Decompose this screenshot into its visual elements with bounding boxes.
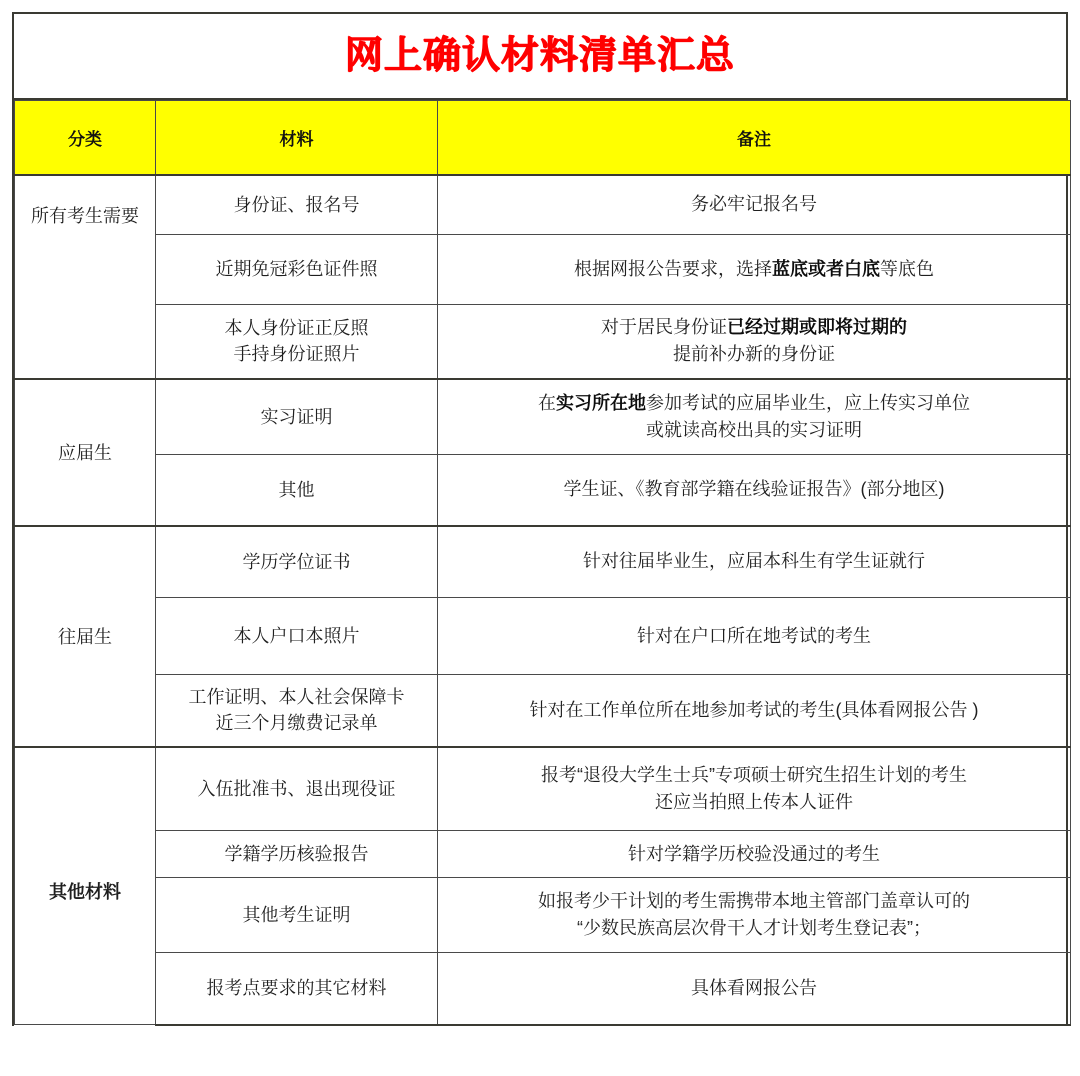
table-row [15, 831, 1071, 878]
table-header-row [15, 101, 1071, 175]
table-header [15, 101, 1071, 175]
table-row [15, 235, 1071, 305]
table-row [15, 675, 1071, 747]
note-text: 或就读高校出具的实习证明 [646, 419, 862, 440]
note-line [446, 888, 1062, 915]
document-title-row [14, 14, 1066, 100]
material-cell: 实习证明 [156, 379, 438, 455]
note-text: 参加考试的应届毕业生，应上传实习单位 [646, 392, 970, 413]
note-line [446, 191, 1062, 218]
table-row [15, 598, 1071, 675]
note-line [446, 341, 1062, 368]
note-cell [438, 379, 1071, 455]
note-cell [438, 953, 1071, 1025]
note-text: 根据网报公告要求，选择 [574, 259, 772, 279]
material-cell [156, 675, 438, 747]
note-emphasis: 已经过期或即将过期的 [727, 317, 907, 338]
note-cell [438, 305, 1071, 379]
note-line [446, 417, 1062, 444]
material-checklist-table [14, 100, 1071, 1026]
note-emphasis: 蓝底或者白底 [772, 259, 880, 279]
table-body [15, 175, 1071, 1025]
note-line [446, 548, 1062, 575]
note-text: 针对在工作单位所在地参加考试的考生(具体看网报公告 ) [529, 699, 979, 720]
note-cell [438, 831, 1071, 878]
note-text: 针对学籍学历校验没通过的考生 [628, 843, 880, 864]
note-line [446, 841, 1062, 868]
material-checklist-sheet [12, 12, 1068, 1026]
material-cell: 学历学位证书 [156, 526, 438, 598]
material-cell: 本人户口本照片 [156, 598, 438, 675]
note-text: 还应当拍照上传本人证件 [655, 791, 853, 812]
note-text: 报考“退役大学生士兵”专项硕士研究生招生计划的考生 [541, 764, 967, 785]
category-cell: 应届生 [15, 379, 156, 526]
page-title: 网上确认材料清单汇总 [344, 35, 735, 77]
category-cell: 往届生 [15, 526, 156, 747]
note-text: 等底色 [880, 259, 934, 279]
note-line [446, 390, 1062, 417]
material-cell: 入伍批准书、退出现役证 [156, 747, 438, 831]
table-row [15, 526, 1071, 598]
category-cell: 其他材料 [15, 747, 156, 1025]
note-text: 针对往届毕业生，应届本科生有学生证就行 [583, 551, 925, 572]
material-cell: 其他考生证明 [156, 878, 438, 953]
material-cell: 报考点要求的其它材料 [156, 953, 438, 1025]
table-row [15, 305, 1071, 379]
note-cell [438, 526, 1071, 598]
note-cell [438, 675, 1071, 747]
note-text: 在 [538, 392, 556, 413]
material-line: 本人身份证正反照 [224, 318, 369, 339]
column-header-note: 备注 [438, 101, 1071, 175]
material-cell: 学籍学历核验报告 [156, 831, 438, 878]
table-row [15, 953, 1071, 1025]
material-cell [156, 305, 438, 379]
material-line: 近三个月缴费记录单 [215, 713, 378, 734]
note-text: 提前补办新的身份证 [673, 344, 835, 365]
material-cell: 身份证、报名号 [156, 175, 438, 235]
note-text: 学生证、《教育部学籍在线验证报告》(部分地区) [563, 479, 945, 500]
note-line [446, 975, 1062, 1002]
note-text: 针对在户口所在地考试的考生 [637, 625, 871, 646]
note-cell [438, 878, 1071, 953]
note-cell [438, 235, 1071, 305]
material-line: 手持身份证照片 [233, 344, 360, 365]
note-text: 如报考少干计划的考生需携带本地主管部门盖章认可的 [538, 891, 970, 911]
table-row [15, 175, 1071, 235]
note-cell [438, 598, 1071, 675]
column-header-category: 分类 [15, 101, 156, 175]
note-cell [438, 175, 1071, 235]
note-emphasis: 实习所在地 [556, 392, 646, 413]
note-text: 具体看网报公告 [691, 977, 817, 998]
table-row [15, 379, 1071, 455]
table-row [15, 878, 1071, 953]
category-cell: 所有考生需要 [15, 175, 156, 379]
note-cell [438, 747, 1071, 831]
material-cell: 近期免冠彩色证件照 [156, 235, 438, 305]
note-line [446, 697, 1062, 724]
material-line: 工作证明、本人社会保障卡 [188, 687, 405, 708]
note-line [446, 314, 1062, 341]
table-row [15, 455, 1071, 526]
note-line [446, 789, 1062, 816]
table-row [15, 747, 1071, 831]
note-line [446, 256, 1062, 283]
note-text: 对于居民身份证 [601, 317, 727, 338]
material-cell: 其他 [156, 455, 438, 526]
note-line [446, 762, 1062, 789]
note-text: “少数民族高层次骨干人才计划考生登记表”； [577, 918, 931, 938]
note-line [446, 623, 1062, 650]
note-line [446, 476, 1062, 503]
column-header-material: 材料 [156, 101, 438, 175]
note-text: 务必牢记报名号 [691, 194, 817, 215]
note-line [446, 915, 1062, 942]
note-cell [438, 455, 1071, 526]
